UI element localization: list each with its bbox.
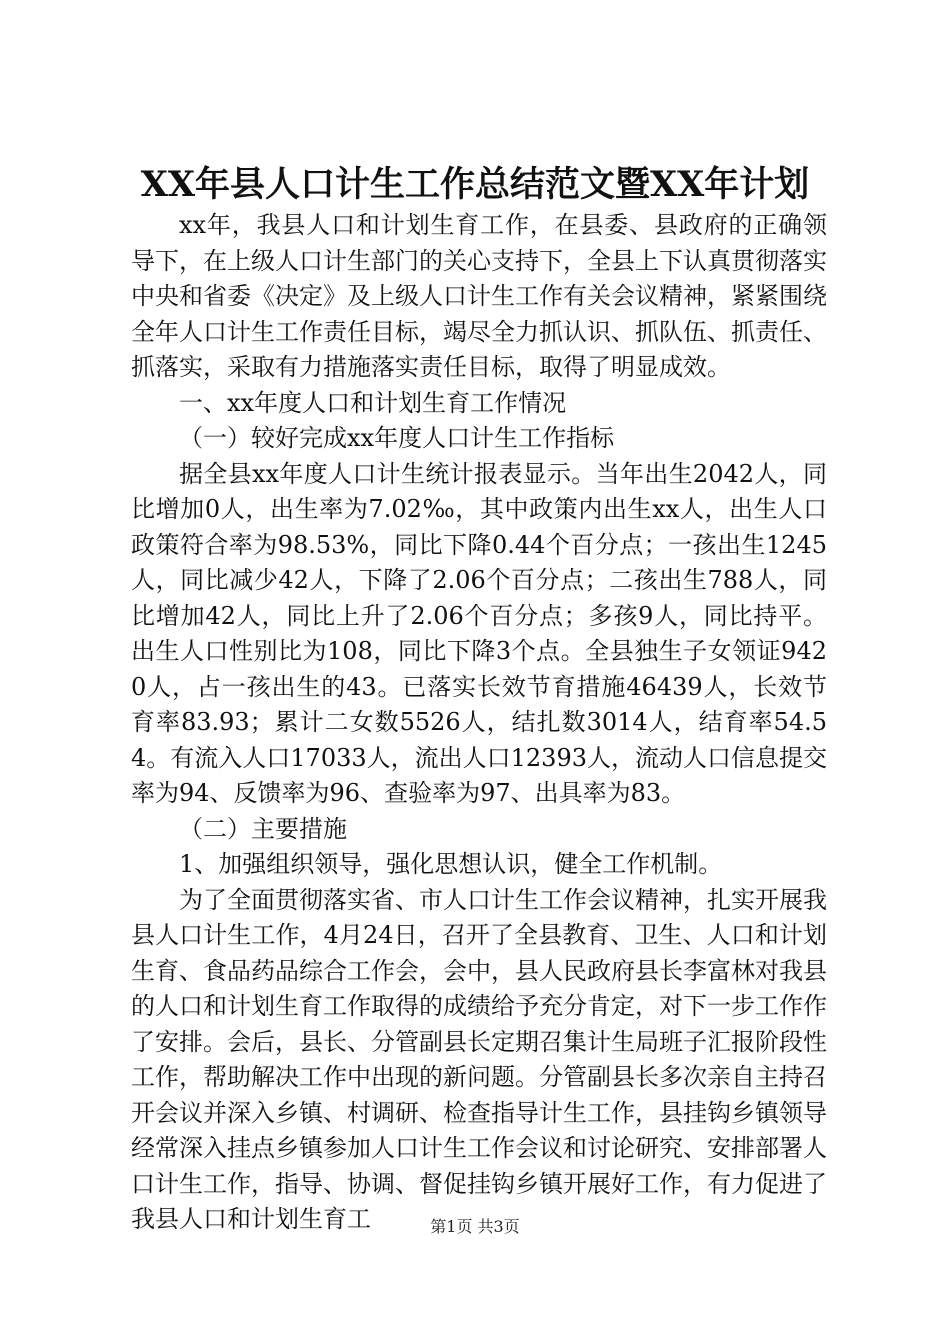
- section-heading-1: 一、xx年度人口和计划生育工作情况: [179, 388, 567, 417]
- subsection-heading-2: （二）主要措施: [179, 814, 347, 843]
- intro-paragraph: xx年，我县人口和计划生育工作，在县委、县政府的正确领导下，在上级人口计生部门的关心支持下，全县上下认真贯彻落实中央和省委《决定》及上级人口计生工作有关会议精神，紧紧围绕全年人口计生工作责任目标，竭尽全力抓认识、抓队伍、抓责任、抓落实，采取有力措施落实责任目标，取得了明显成效。: [131, 211, 827, 381]
- subsection-heading-1: （一）较好完成xx年度人口计生工作指标: [179, 424, 615, 452]
- document-title: XX年县人口计生工作总结范文暨XX年计划: [140, 164, 810, 205]
- measure-paragraph: 为了全面贯彻落实省、市人口计生工作会议精神，扎实开展我县人口计生工作，4月24日，召开了全县教育、卫生、人口和计划生育、食品药品综合工作会，会中，县人民政府县长李富林对我县的人口和计划生育工作取得的成绩给予充分肯定，对下一步工作作了安排。会后，县长、分管副县长定期召集计生局班子汇报阶段性工作，帮助解决工作中出现的新问题。分管副县长多次亲自主持召开会议并深入乡镇、村调研、检查指导计生工作，县挂钩乡镇领导经常深入挂点乡镇参加人口计生工作会议和讨论研究、安排部署人口计生工作，指导、协调、督促挂钩乡镇开展好工作，有力促进了我县人口和计划生育工: [131, 885, 827, 1233]
- document-body: [131, 208, 827, 1238]
- statistics-paragraph: 据全县xx年度人口计生统计报表显示。当年出生2042人，同比增加0人，出生率为7.02‰，其中政策内出生xx人，出生人口政策符合率为98.53%，同比下降0.44个百分点；一孩出生1245人，同比减少42人，下降了2.06个百分点；二孩出生788人，同比增加42人，同比上升了2.06个百分点；多孩9人，同比持平。出生人口性别比为108，同比下降3个点。全县独生子女领证9420人，占一孩出生的43。已落实长效节育措施46439人，长效节育率83.93；累计二女数5526人，结扎数3014人，结育率54.54。有流入人口17033人，流出人口12393人，流动人口信息提交率为94、反馈率为96、查验率为97、出具率为83。: [131, 459, 827, 807]
- measure-heading-1: 1、加强组织领导，强化思想认识，健全工作机制。: [179, 850, 723, 878]
- page-indicator: 第1页 共3页: [430, 1217, 520, 1236]
